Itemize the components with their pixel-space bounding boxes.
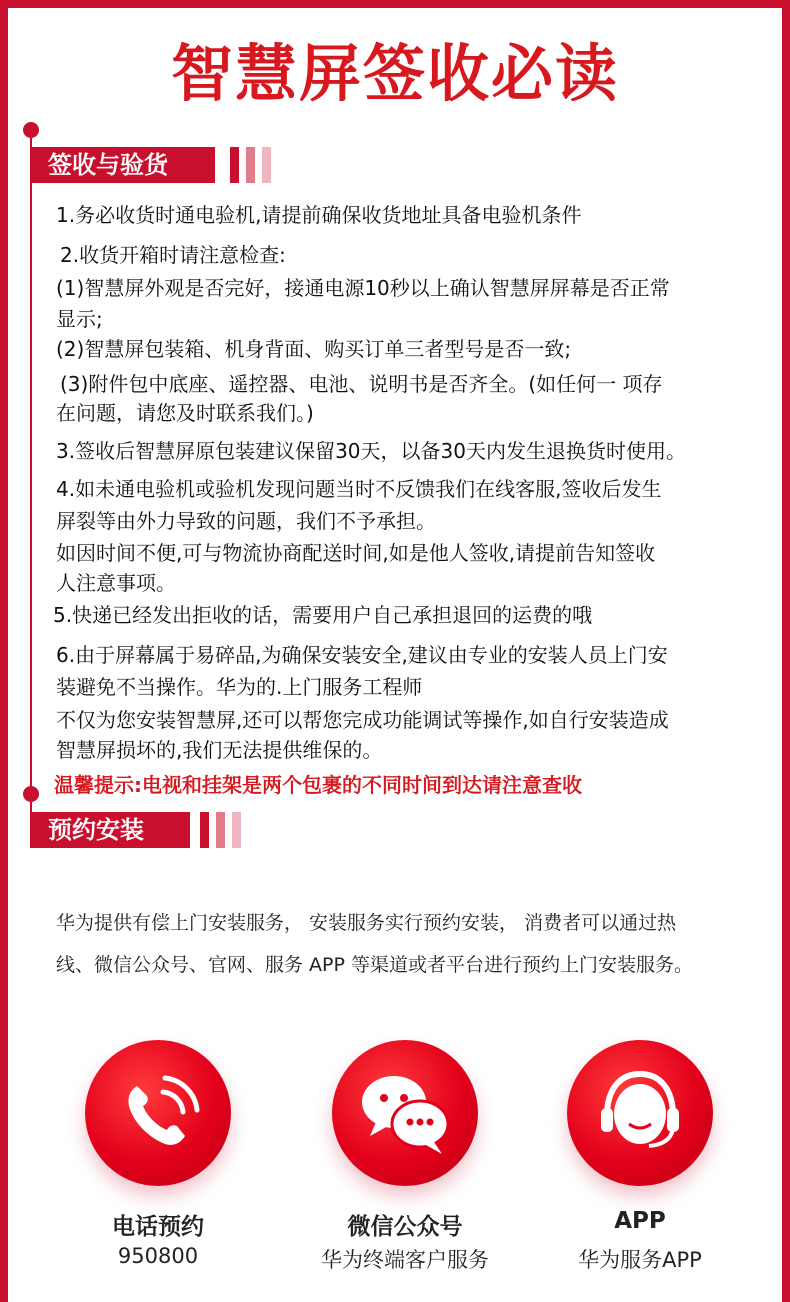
text-line: 人注意事项。 — [56, 571, 176, 595]
timeline-dot — [23, 786, 39, 802]
text-line: 1.务必收货时通电验机,请提前确保收货地址具备电验机条件 — [56, 203, 582, 227]
channel-value: 华为服务APP — [578, 1248, 702, 1272]
install-intro: 华为提供有偿上门安装服务， 安装服务实行预约安装， 消费者可以通过热 — [56, 912, 677, 934]
text-line: 6.由于屏幕属于易碎品,为确保安装安全,建议由专业的安装人员上门安 — [56, 643, 668, 667]
timeline-line — [30, 130, 32, 820]
header-decoration — [200, 812, 250, 848]
text-line: 智慧屏损坏的,我们无法提供维保的。 — [56, 738, 383, 762]
text-line: 5.快递已经发出拒收的话，需要用户自己承担退回的运费的哦 — [53, 603, 593, 627]
section-header-receipt: 签收与验货 — [30, 147, 215, 183]
install-intro: 线、微信公众号、官网、服务 APP 等渠道或者平台进行预约上门安装服务。 — [56, 954, 693, 976]
text-line: 不仅为您安装智慧屏,还可以帮您完成功能调试等操作,如自行安装造成 — [56, 708, 669, 732]
timeline-dot — [23, 122, 39, 138]
section-header-install: 预约安装 — [30, 812, 190, 848]
text-line: 如因时间不便,可与物流协商配送时间,如是他人签收,请提前告知签收 — [56, 541, 656, 565]
channel-label: 电话预约 — [112, 1214, 204, 1240]
channel-label: 微信公众号 — [347, 1214, 463, 1240]
text-line: 2.收货开箱时请注意检查: — [60, 243, 286, 267]
warm-tip: 温馨提示:电视和挂架是两个包裹的不同时间到达请注意查收 — [54, 773, 582, 797]
text-line: 装避免不当操作。华为的.上门服务工程师 — [56, 675, 423, 699]
page-title: 智慧屏签收必读 — [170, 37, 619, 110]
customer-service-icon[interactable] — [567, 1040, 713, 1186]
text-line: 在问题，请您及时联系我们。) — [56, 401, 314, 425]
phone-icon[interactable] — [85, 1040, 231, 1186]
channel-value: 950800 — [117, 1244, 199, 1268]
text-line: 3.签收后智慧屏原包装建议保留30天，以备30天内发生退换货时使用。 — [56, 439, 686, 463]
channel-label: APP — [614, 1208, 666, 1234]
text-line: 显示; — [56, 307, 103, 331]
channel-value: 华为终端客户服务 — [321, 1248, 489, 1272]
wechat-icon[interactable] — [332, 1040, 478, 1186]
text-line: (1)智慧屏外观是否完好，接通电源10秒以上确认智慧屏屏幕是否正常 — [56, 276, 670, 300]
text-line: (2)智慧屏包装箱、机身背面、购买订单三者型号是否一致; — [56, 337, 572, 361]
text-line: 4.如未通电验机或验机发现问题当时不反馈我们在线客服,签收后发生 — [56, 477, 662, 501]
header-decoration — [230, 147, 280, 183]
text-line: (3)附件包中底座、遥控器、电池、说明书是否齐全。(如任何一 项存 — [60, 372, 663, 396]
text-line: 屏裂等由外力导致的问题，我们不予承担。 — [56, 509, 436, 533]
